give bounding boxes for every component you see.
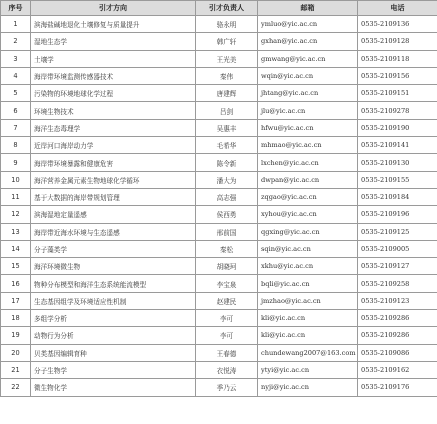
cell-direction: 环境生物技术 bbox=[31, 102, 196, 119]
cell-phone: 0535-2109086 bbox=[358, 344, 437, 361]
header-phone: 电话 bbox=[358, 1, 437, 16]
cell-leader: 王春德 bbox=[196, 344, 258, 361]
table-row bbox=[1, 33, 437, 50]
table-row bbox=[1, 292, 437, 309]
table-row bbox=[1, 310, 437, 327]
cell-email: jmzhao@yic.ac.cn bbox=[258, 292, 358, 309]
cell-email: jhtang@yic.ac.cn bbox=[258, 85, 358, 102]
cell-email: zqgao@yic.ac.cn bbox=[258, 188, 358, 205]
cell-leader: 侯西勇 bbox=[196, 206, 258, 223]
cell-no: 18 bbox=[1, 310, 31, 327]
cell-phone: 0535-2109005 bbox=[358, 240, 437, 257]
cell-no: 12 bbox=[1, 206, 31, 223]
cell-leader: 毛希华 bbox=[196, 137, 258, 154]
header-direction: 引才方向 bbox=[31, 1, 196, 16]
cell-direction: 海岸带近海水环境与生态遥感 bbox=[31, 223, 196, 240]
cell-leader: 秦伟 bbox=[196, 67, 258, 84]
cell-phone: 0535-2109125 bbox=[358, 223, 437, 240]
cell-phone: 0535-2109184 bbox=[358, 188, 437, 205]
cell-email: gmwang@yic.ac.cn bbox=[258, 50, 358, 67]
cell-direction: 近岸河口海岸动力学 bbox=[31, 137, 196, 154]
cell-email: xkhu@yic.ac.cn bbox=[258, 258, 358, 275]
header-email: 邮箱 bbox=[258, 1, 358, 16]
cell-phone: 0535-2109176 bbox=[358, 379, 437, 396]
table-row bbox=[1, 379, 437, 396]
cell-email: mhmao@yic.ac.cn bbox=[258, 137, 358, 154]
cell-direction: 污染物的环境地球化学过程 bbox=[31, 85, 196, 102]
cell-email: xyhou@yic.ac.cn bbox=[258, 206, 358, 223]
cell-email: sqin@yic.ac.cn bbox=[258, 240, 358, 257]
cell-phone: 0535-2109278 bbox=[358, 102, 437, 119]
cell-direction: 微生物化学 bbox=[31, 379, 196, 396]
table-header-row bbox=[1, 1, 437, 16]
cell-leader: 唐建辉 bbox=[196, 85, 258, 102]
table-row bbox=[1, 223, 437, 240]
cell-phone: 0535-2109128 bbox=[358, 33, 437, 50]
cell-email: gxhan@yic.ac.cn bbox=[258, 33, 358, 50]
cell-phone: 0535-2109196 bbox=[358, 206, 437, 223]
cell-no: 22 bbox=[1, 379, 31, 396]
cell-leader: 赵建民 bbox=[196, 292, 258, 309]
cell-email: hfwu@yic.ac.cn bbox=[258, 119, 358, 136]
cell-leader: 吴惠丰 bbox=[196, 119, 258, 136]
table-row bbox=[1, 171, 437, 188]
cell-no: 9 bbox=[1, 154, 31, 171]
cell-direction: 海洋营养金属元素生物地球化学循环 bbox=[31, 171, 196, 188]
cell-phone: 0535-2109127 bbox=[358, 258, 437, 275]
cell-no: 17 bbox=[1, 292, 31, 309]
cell-no: 13 bbox=[1, 223, 31, 240]
table-row bbox=[1, 137, 437, 154]
cell-leader: 吕剑 bbox=[196, 102, 258, 119]
cell-email: lxchen@yic.ac.cn bbox=[258, 154, 358, 171]
cell-direction: 海岸带环境暴露和健康危害 bbox=[31, 154, 196, 171]
cell-phone: 0535-2109136 bbox=[358, 16, 437, 33]
cell-no: 10 bbox=[1, 171, 31, 188]
table-row bbox=[1, 50, 437, 67]
cell-phone: 0535-2109286 bbox=[358, 310, 437, 327]
cell-phone: 0535-2109156 bbox=[358, 67, 437, 84]
cell-leader: 潘大为 bbox=[196, 171, 258, 188]
cell-email: bqli@yic.ac.cn bbox=[258, 275, 358, 292]
cell-no: 14 bbox=[1, 240, 31, 257]
cell-direction: 多组学分析 bbox=[31, 310, 196, 327]
cell-no: 5 bbox=[1, 85, 31, 102]
table-row bbox=[1, 361, 437, 378]
table-row bbox=[1, 188, 437, 205]
cell-no: 8 bbox=[1, 137, 31, 154]
cell-no: 20 bbox=[1, 344, 31, 361]
cell-leader: 邢前国 bbox=[196, 223, 258, 240]
cell-email: kli@yic.ac.cn bbox=[258, 327, 358, 344]
cell-no: 19 bbox=[1, 327, 31, 344]
cell-email: wqin@yic.ac.cn bbox=[258, 67, 358, 84]
cell-direction: 海洋环境微生物 bbox=[31, 258, 196, 275]
cell-no: 6 bbox=[1, 102, 31, 119]
table-row bbox=[1, 119, 437, 136]
cell-direction: 滨海盐碱地退化土壤修复与质量提升 bbox=[31, 16, 196, 33]
cell-phone: 0535-2109130 bbox=[358, 154, 437, 171]
cell-leader: 秦松 bbox=[196, 240, 258, 257]
cell-no: 7 bbox=[1, 119, 31, 136]
cell-leader: 高志强 bbox=[196, 188, 258, 205]
cell-direction: 分子生物学 bbox=[31, 361, 196, 378]
cell-email: qgxing@yic.ac.cn bbox=[258, 223, 358, 240]
cell-phone: 0535-2109151 bbox=[358, 85, 437, 102]
cell-no: 1 bbox=[1, 16, 31, 33]
cell-direction: 分子藻类学 bbox=[31, 240, 196, 257]
cell-no: 3 bbox=[1, 50, 31, 67]
cell-direction: 海岸带环境监测传感器技术 bbox=[31, 67, 196, 84]
cell-direction: 物种分布模型和海洋生态系统能流模型 bbox=[31, 275, 196, 292]
cell-leader: 衣悦涛 bbox=[196, 361, 258, 378]
cell-leader: 李可 bbox=[196, 310, 258, 327]
cell-leader: 骆永明 bbox=[196, 16, 258, 33]
header-no: 序号 bbox=[1, 1, 31, 16]
table-row bbox=[1, 206, 437, 223]
cell-email: dwpan@yic.ac.cn bbox=[258, 171, 358, 188]
table-row bbox=[1, 16, 437, 33]
table-row bbox=[1, 240, 437, 257]
cell-phone: 0535-2109155 bbox=[358, 171, 437, 188]
cell-email: ytyi@yic.ac.cn bbox=[258, 361, 358, 378]
table-row bbox=[1, 327, 437, 344]
cell-direction: 基于大数据的海岸带规划管理 bbox=[31, 188, 196, 205]
cell-leader: 韩广轩 bbox=[196, 33, 258, 50]
cell-phone: 0535-2109141 bbox=[358, 137, 437, 154]
cell-direction: 湿地生态学 bbox=[31, 33, 196, 50]
cell-direction: 土壤学 bbox=[31, 50, 196, 67]
cell-no: 11 bbox=[1, 188, 31, 205]
table-row bbox=[1, 67, 437, 84]
cell-email: ymluo@yic.ac.cn bbox=[258, 16, 358, 33]
cell-email: jlu@yic.ac.cn bbox=[258, 102, 358, 119]
header-leader: 引才负责人 bbox=[196, 1, 258, 16]
cell-leader: 陈令新 bbox=[196, 154, 258, 171]
cell-phone: 0535-2109162 bbox=[358, 361, 437, 378]
table-row bbox=[1, 258, 437, 275]
cell-direction: 生态基因组学及环境适应性机制 bbox=[31, 292, 196, 309]
cell-email: nyji@yic.ac.cn bbox=[258, 379, 358, 396]
cell-no: 16 bbox=[1, 275, 31, 292]
cell-leader: 胡晓珂 bbox=[196, 258, 258, 275]
cell-direction: 海洋生态毒理学 bbox=[31, 119, 196, 136]
cell-no: 21 bbox=[1, 361, 31, 378]
cell-leader: 王光美 bbox=[196, 50, 258, 67]
cell-leader: 季乃云 bbox=[196, 379, 258, 396]
table-body bbox=[1, 16, 437, 397]
cell-direction: 贝类基因编辑育种 bbox=[31, 344, 196, 361]
cell-no: 2 bbox=[1, 33, 31, 50]
cell-email: kli@yic.ac.cn bbox=[258, 310, 358, 327]
cell-direction: 动物行为分析 bbox=[31, 327, 196, 344]
table-row bbox=[1, 344, 437, 361]
cell-no: 4 bbox=[1, 67, 31, 84]
table-row bbox=[1, 275, 437, 292]
table-row bbox=[1, 85, 437, 102]
cell-email: chundewang2007@163.com bbox=[258, 344, 358, 361]
cell-phone: 0535-2109190 bbox=[358, 119, 437, 136]
cell-phone: 0535-2109118 bbox=[358, 50, 437, 67]
table-row bbox=[1, 154, 437, 171]
cell-phone: 0535-2109123 bbox=[358, 292, 437, 309]
cell-leader: 李可 bbox=[196, 327, 258, 344]
cell-leader: 李宝泉 bbox=[196, 275, 258, 292]
table-row bbox=[1, 102, 437, 119]
cell-phone: 0535-2109286 bbox=[358, 327, 437, 344]
cell-no: 15 bbox=[1, 258, 31, 275]
cell-phone: 0535-2109258 bbox=[358, 275, 437, 292]
cell-direction: 滨海湿地定量遥感 bbox=[31, 206, 196, 223]
